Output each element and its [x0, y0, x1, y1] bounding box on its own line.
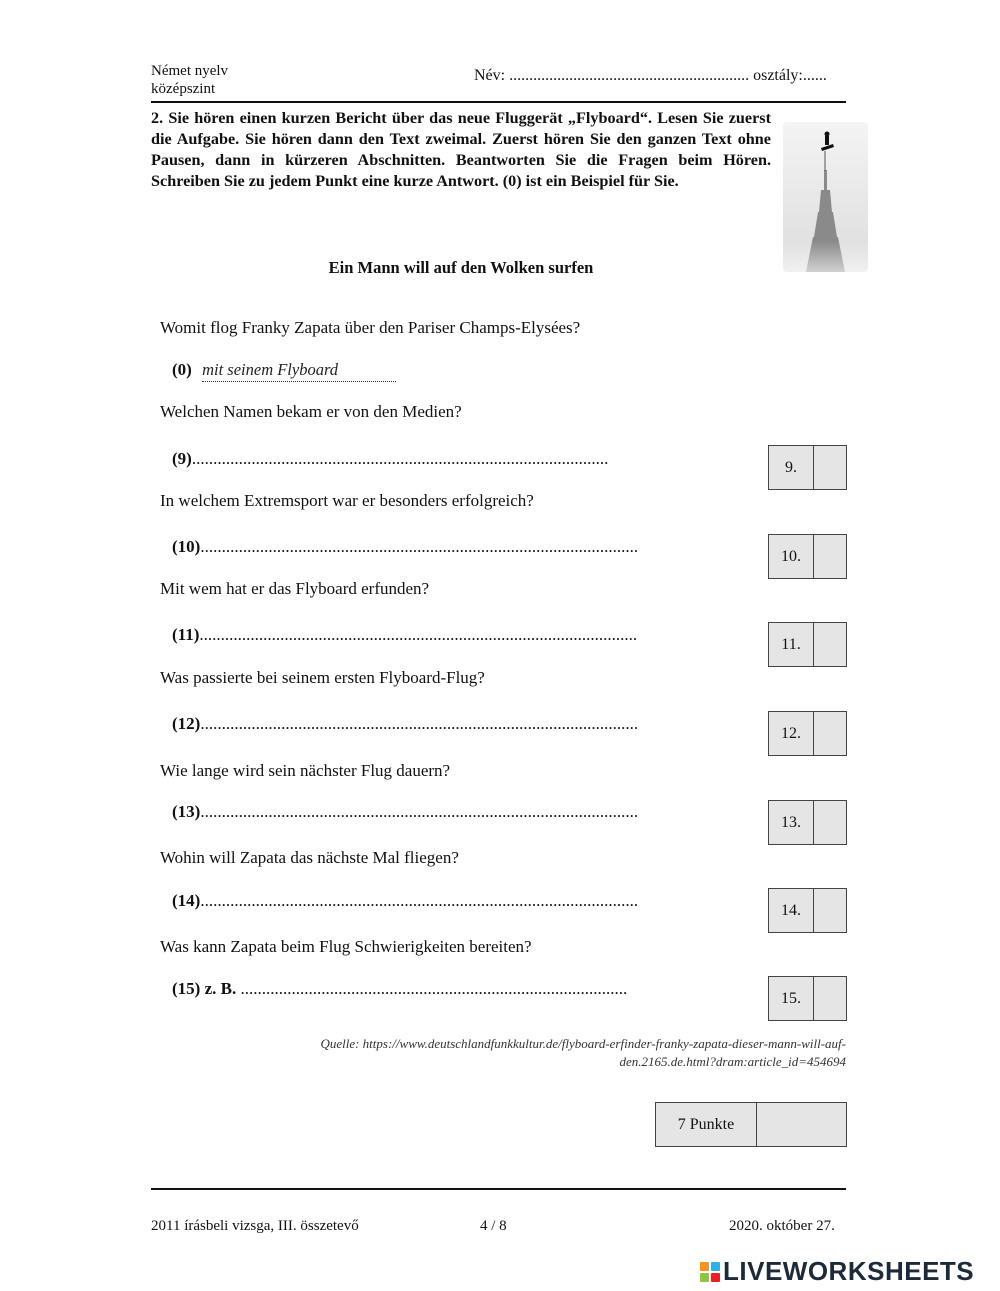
logo-square	[700, 1273, 709, 1282]
question-11: Mit wem hat er das Flyboard erfunden?	[160, 579, 430, 598]
answer-label: (11)	[172, 625, 200, 644]
answer-row-11[interactable]	[172, 625, 637, 645]
score-box-13[interactable]	[768, 800, 847, 845]
answer-row-9[interactable]	[172, 449, 608, 469]
footer-divider	[151, 1188, 846, 1190]
subject-label	[151, 62, 228, 98]
answer-label: (12)	[172, 714, 201, 733]
score-box-field[interactable]	[814, 801, 846, 844]
score-box-14[interactable]	[768, 888, 847, 933]
text-title: Ein Mann will auf den Wolken surfen	[328, 258, 594, 277]
source-line-2: den.2165.de.html?dram:article_id=454694	[619, 1054, 846, 1069]
question-9: Welchen Namen bekam er von den Medien?	[160, 402, 462, 421]
score-box-label: 11.	[769, 623, 814, 666]
example-answer: mit seinem Flyboard	[202, 360, 396, 382]
question-10: In welchem Extremsport war er besonders erfolgreich?	[160, 491, 534, 510]
points-label: 7 Punkte	[656, 1103, 757, 1146]
logo-text: LIVEWORKSHEETS	[723, 1256, 975, 1286]
score-box-label: 14.	[769, 889, 814, 932]
question-12: Was passierte bei seinem ersten Flyboard-Flug?	[160, 668, 485, 687]
logo-square	[711, 1273, 720, 1282]
answer-row-13[interactable]	[172, 802, 638, 822]
footer-date: 2020. október 27.	[729, 1218, 835, 1234]
logo-square	[711, 1262, 720, 1271]
answer-label: (15) z. B.	[172, 979, 237, 998]
score-box-field[interactable]	[814, 446, 846, 489]
score-box-11[interactable]	[768, 622, 847, 667]
header-divider	[151, 101, 846, 103]
score-box-label: 13.	[769, 801, 814, 844]
answer-line[interactable]: .......................................................................................................	[200, 537, 639, 556]
subject-line-1: Német nyelv	[151, 63, 229, 79]
task-instructions: 2. Sie hören einen kurzen Bericht über das neue Fluggerät „Flyboard“. Lesen Sie zuerst die Aufgabe. Sie hören dann den Text zweimal. Zuerst hören Sie den ganzen Text ohne Pausen, dann in kürzeren Abschnitten. Beantworten Sie die Fragen beim Hören. Schreiben Sie zu jedem Punkt eine kurze Antwort. (0) ist ein Beispiel für Sie.	[151, 109, 771, 190]
answer-label: (9)	[172, 449, 192, 468]
answer-row-14[interactable]	[172, 891, 638, 911]
score-box-label: 9.	[769, 446, 814, 489]
score-box-field[interactable]	[814, 889, 846, 932]
source-line-1: Quelle: https://www.deutschlandfunkkultur.de/flyboard-erfinder-franky-zapata-dieser-mann-will-auf-	[320, 1036, 846, 1051]
score-box-label: 12.	[769, 712, 814, 755]
answer-line[interactable]: .......................................................................................................	[199, 625, 638, 644]
footer-page-number: 4 / 8	[480, 1218, 507, 1234]
score-box-field[interactable]	[814, 712, 846, 755]
answer-line[interactable]: ..................................................................................................	[191, 449, 609, 468]
example-answer-row	[172, 360, 396, 382]
score-box-field[interactable]	[814, 535, 846, 578]
question-13: Wie lange wird sein nächster Flug dauern?	[160, 761, 451, 780]
score-box-label: 15.	[769, 977, 814, 1020]
answer-row-10[interactable]	[172, 537, 638, 557]
score-box-9[interactable]	[768, 445, 847, 490]
question-15: Was kann Zapata beim Flug Schwierigkeiten bereiten?	[160, 937, 532, 956]
points-box[interactable]	[655, 1102, 847, 1147]
example-label: (0)	[172, 360, 192, 379]
logo-square	[700, 1262, 709, 1271]
answer-label: (13)	[172, 802, 201, 821]
points-field[interactable]	[757, 1103, 846, 1146]
answer-line[interactable]: .......................................................................................................	[200, 802, 639, 821]
score-box-field[interactable]	[814, 623, 846, 666]
answer-line[interactable]: .......................................................................................................	[200, 891, 639, 910]
subject-line-2: középszint	[151, 81, 216, 97]
source-citation	[220, 1035, 846, 1071]
score-box-label: 10.	[769, 535, 814, 578]
answer-line[interactable]: ...........................................................................................	[236, 979, 628, 998]
name-class-line: Név: ............................................................ osztály:......	[474, 67, 827, 84]
answer-line[interactable]: .......................................................................................................	[200, 714, 639, 733]
logo-mark-icon	[700, 1262, 720, 1282]
score-box-12[interactable]	[768, 711, 847, 756]
question-14: Wohin will Zapata das nächste Mal fliegen?	[160, 848, 459, 867]
liveworksheets-logo	[700, 1256, 974, 1287]
footer-exam-info: 2011 írásbeli vizsga, III. összetevő	[151, 1218, 359, 1234]
eiffel-tower-photo	[783, 122, 868, 292]
answer-label: (14)	[172, 891, 201, 910]
score-box-15[interactable]	[768, 976, 847, 1021]
answer-row-12[interactable]	[172, 714, 638, 734]
answer-label: (10)	[172, 537, 201, 556]
answer-row-15[interactable]	[172, 979, 627, 999]
score-box-field[interactable]	[814, 977, 846, 1020]
example-question: Womit flog Franky Zapata über den Pariser Champs-Elysées?	[160, 318, 581, 337]
score-box-10[interactable]	[768, 534, 847, 579]
